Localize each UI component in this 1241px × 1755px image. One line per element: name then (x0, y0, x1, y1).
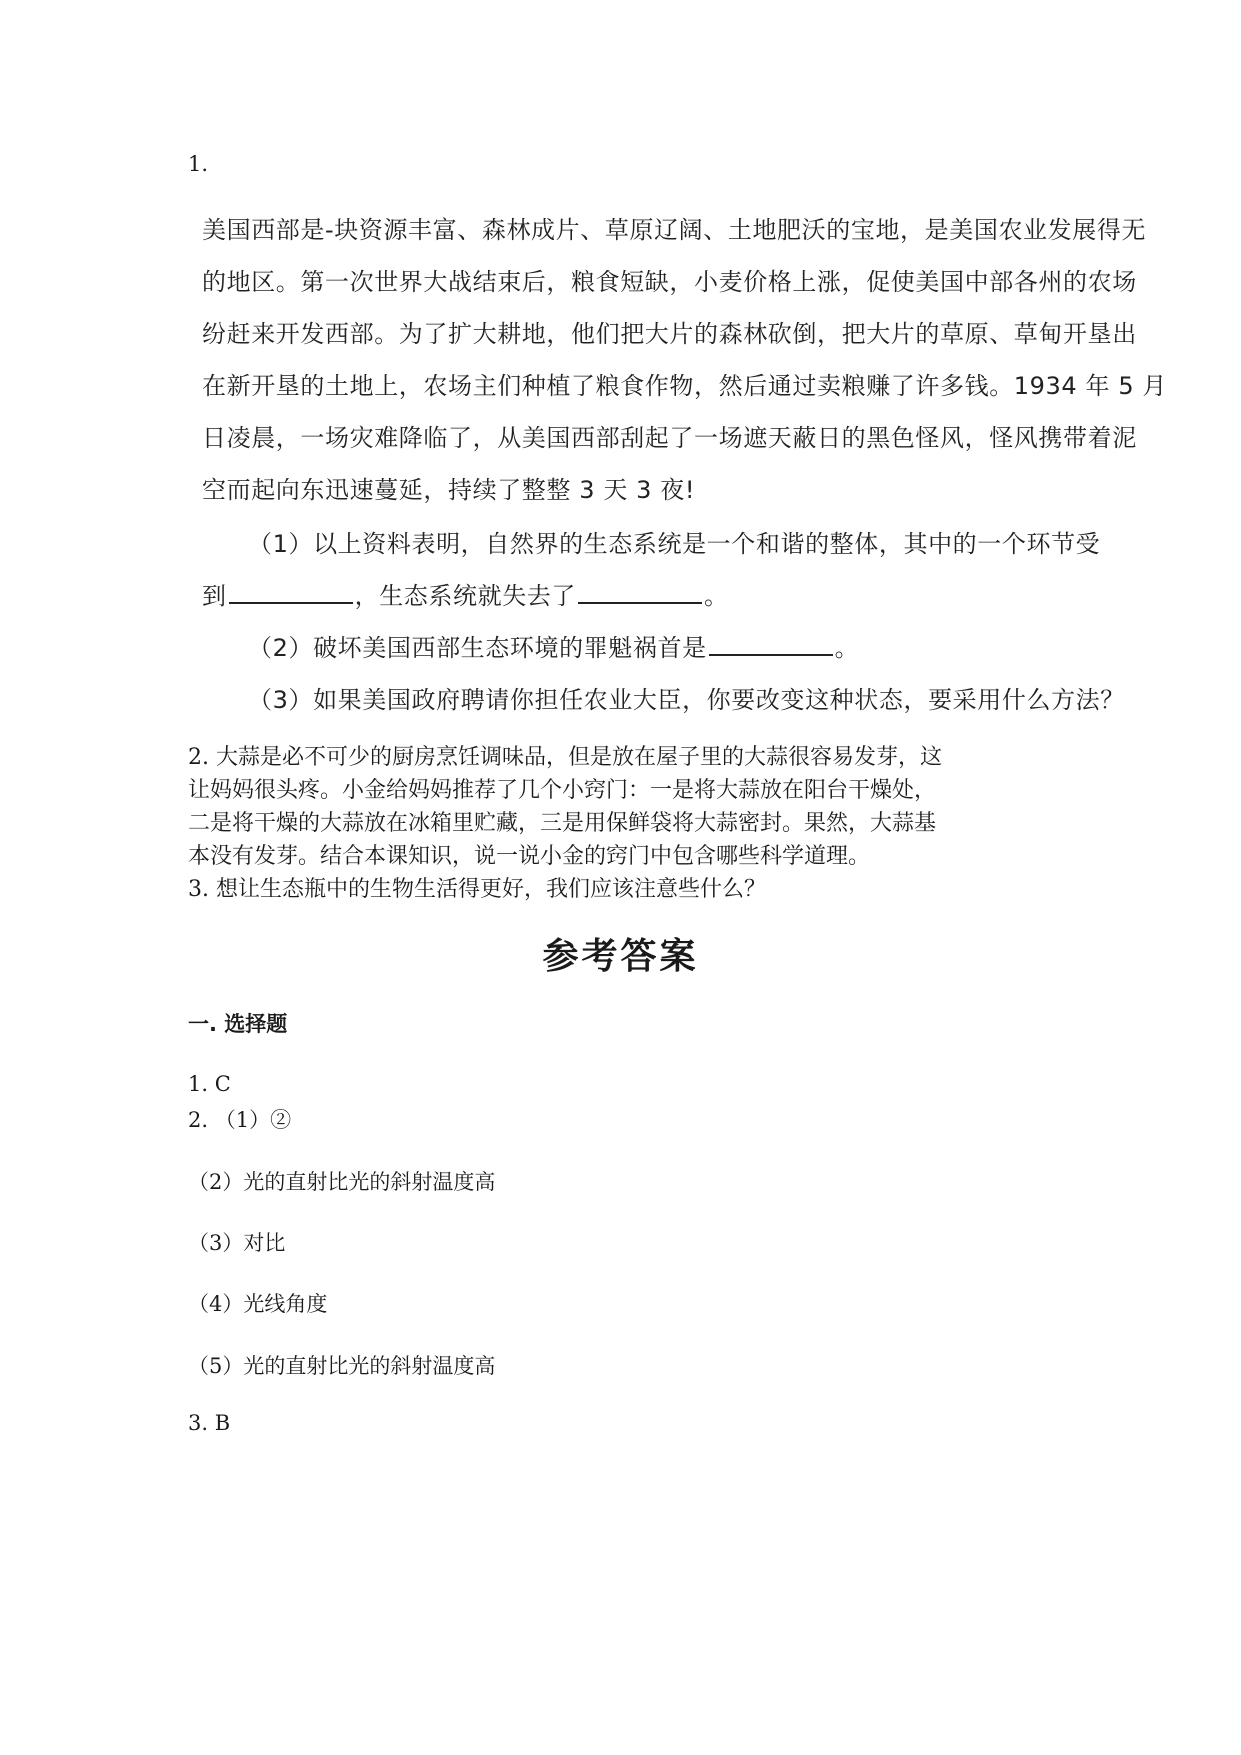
sub-question-1-line-1: （1）以上资料表明，自然界的生态系统是一个和谐的整体，其中的一个环节受 (248, 530, 1101, 558)
passage-line: 日凌晨，一场灾难降临了，从美国西部刮起了一场遮天蔽日的黑色怪风，怪风携带着泥 (202, 424, 1137, 452)
passage-line: 空而起向东迅速蔓延，持续了整整 3 天 3 夜! (202, 476, 696, 504)
passage-line: 在新开垦的土地上，农场主们种植了粮食作物，然后通过卖粮赚了许多钱。1934 年 5 月 (202, 372, 1168, 400)
answer-item: 3. B (188, 1411, 231, 1435)
question-1-passage-image (202, 200, 1241, 730)
question-1-number: 1. (188, 152, 209, 176)
answer-item: （5）光的直射比光的斜射温度高 (188, 1354, 496, 1378)
question-2-line: 让妈妈很头疼。小金给妈妈推荐了几个小窍门：一是将大蒜放在阳台干燥处， (188, 778, 937, 803)
answer-item: 2. （1）② (188, 1108, 292, 1132)
answer-item: （4）光线角度 (188, 1292, 328, 1316)
passage-line: 美国西部是-块资源丰富、森林成片、草原辽阔、土地肥沃的宝地，是美国农业发展得无 (202, 216, 1147, 244)
sub-question-2 (248, 628, 859, 663)
answer-item: （2）光的直射比光的斜射温度高 (188, 1170, 496, 1194)
answer-blank (229, 601, 353, 604)
answer-item: （3）对比 (188, 1231, 286, 1255)
passage-line: 纷赶来开发西部。为了扩大耕地，他们把大片的森林砍倒，把大片的草原、草甸开垦出 (202, 320, 1137, 348)
answer-blank (578, 601, 702, 604)
answer-blank (709, 653, 833, 656)
sub-question-3: （3）如果美国政府聘请你担任农业大臣，你要改变这种状态，要采用什么方法？ (248, 686, 1125, 714)
passage-line: 的地区。第一次世界大战结束后，粮食短缺，小麦价格上涨，促使美国中部各州的农场 (202, 268, 1137, 296)
answer-key-title: 参考答案 (542, 936, 699, 977)
sub-question-1-line-2 (202, 576, 729, 611)
question-3-text: 3. 想让生态瓶中的生物生活得更好，我们应该注意些什么？ (188, 877, 766, 902)
sub-question-1-text-a: 到 (202, 582, 227, 610)
sub-question-1-text-c: 。 (704, 582, 729, 610)
question-2-line: 本没有发芽。结合本课知识，说一说小金的窍门中包含哪些科学道理。 (188, 844, 871, 869)
section-heading: 一. 选择题 (188, 1012, 288, 1036)
answer-item: 1. C (188, 1072, 231, 1096)
sub-question-1-text-b: ，生态系统就失去了 (354, 582, 577, 610)
question-2-line: 2. 大蒜是必不可少的厨房烹饪调味品，但是放在屋子里的大蒜很容易发芽，这 (188, 745, 942, 770)
sub-question-2-text-b: 。 (834, 634, 860, 662)
sub-question-2-text-a: （2）破坏美国西部生态环境的罪魁祸首是 (248, 634, 707, 662)
question-2-line: 二是将干燥的大蒜放在冰箱里贮藏，三是用保鲜袋将大蒜密封。果然，大蒜基 (188, 811, 937, 836)
